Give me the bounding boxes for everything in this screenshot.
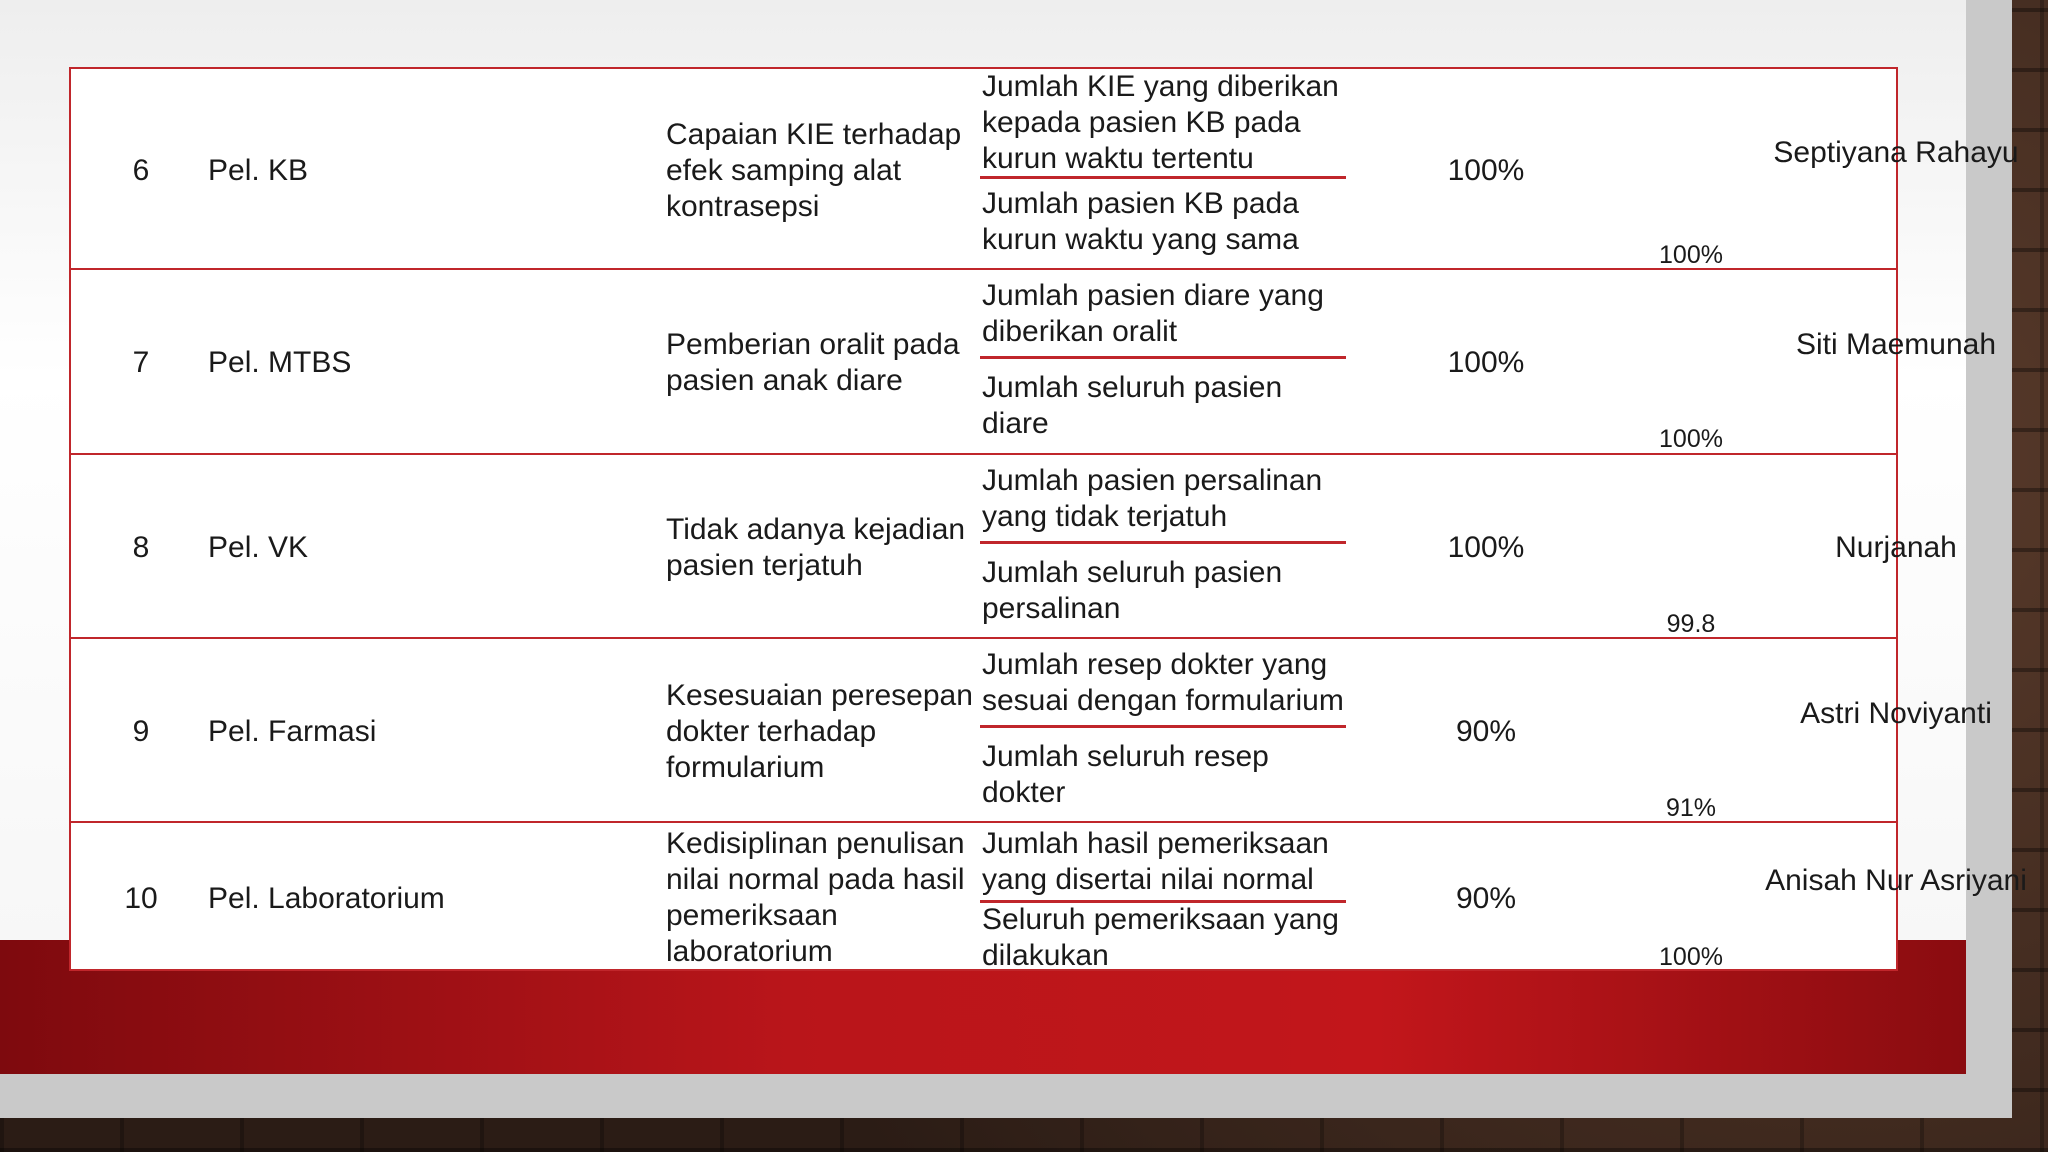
denominator-text: Jumlah seluruh resep dokter bbox=[982, 740, 1269, 809]
numerator-text: Jumlah hasil pemeriksaan yang disertai nilai normal bbox=[982, 827, 1329, 896]
unit-name: Pel. Laboratorium bbox=[208, 882, 445, 915]
denominator-text: Jumlah seluruh pasien diare bbox=[982, 371, 1283, 440]
indicator-text: Kedisiplinan penulisan nilai normal pada hasil pemeriksaan laboratorium bbox=[666, 827, 965, 968]
achievement-value: 91% bbox=[1665, 794, 1717, 822]
quality-indicator-table bbox=[69, 67, 2027, 972]
fraction-divider bbox=[980, 541, 1346, 544]
numerator-text: Jumlah pasien persalinan yang tidak terjatuh bbox=[982, 464, 1323, 533]
row-number: 9 bbox=[132, 715, 150, 748]
unit-name: Pel. VK bbox=[208, 531, 309, 564]
numerator-text: Jumlah pasien diare yang diberikan oralit bbox=[982, 279, 1324, 348]
person-in-charge: Septiyana Rahayu bbox=[1773, 136, 2019, 169]
target-value: 100% bbox=[1447, 346, 1525, 379]
table-row bbox=[71, 639, 1992, 823]
numerator-text: Jumlah KIE yang diberikan kepada pasien KB pada kurun waktu tertentu bbox=[982, 70, 1339, 175]
achievement-value: 100% bbox=[1659, 425, 1723, 453]
unit-name: Pel. Farmasi bbox=[208, 715, 377, 748]
table-row bbox=[71, 69, 2019, 270]
indicator-text: Tidak adanya kejadian pasien terjatuh bbox=[666, 513, 966, 582]
person-in-charge: Siti Maemunah bbox=[1795, 328, 1997, 361]
unit-name: Pel. MTBS bbox=[208, 346, 352, 379]
achievement-value: 100% bbox=[1659, 943, 1723, 971]
achievement-value: 99.8 bbox=[1666, 610, 1716, 638]
row-number: 6 bbox=[132, 154, 150, 187]
person-in-charge: Nurjanah bbox=[1835, 531, 1957, 564]
fraction-divider bbox=[980, 356, 1346, 359]
denominator-text: Jumlah pasien KB pada kurun waktu yang sama bbox=[982, 187, 1299, 256]
unit-name: Pel. KB bbox=[208, 154, 309, 187]
target-value: 100% bbox=[1447, 154, 1525, 187]
denominator-text: Seluruh pemeriksaan yang dilakukan bbox=[982, 903, 1339, 972]
numerator-text: Jumlah resep dokter yang sesuai dengan formularium bbox=[982, 648, 1344, 717]
table-row bbox=[71, 455, 1957, 639]
denominator-text: Jumlah seluruh pasien persalinan bbox=[982, 556, 1283, 625]
table-row bbox=[71, 823, 2027, 973]
achievement-value: 100% bbox=[1659, 241, 1723, 269]
person-in-charge: Anisah Nur Asriyani bbox=[1765, 864, 2027, 897]
table-row bbox=[71, 270, 1997, 455]
target-value: 100% bbox=[1447, 531, 1525, 564]
row-number: 7 bbox=[132, 346, 150, 379]
row-number: 10 bbox=[124, 882, 158, 915]
target-value: 90% bbox=[1455, 715, 1517, 748]
indicator-text: Pemberian oralit pada pasien anak diare bbox=[666, 328, 960, 397]
indicator-text: Capaian KIE terhadap efek samping alat kontrasepsi bbox=[666, 118, 962, 223]
person-in-charge: Astri Noviyanti bbox=[1800, 697, 1992, 730]
indicator-text: Kesesuaian peresepan dokter terhadap formularium bbox=[666, 679, 973, 784]
row-number: 8 bbox=[132, 531, 150, 564]
target-value: 90% bbox=[1455, 882, 1517, 915]
fraction-divider bbox=[980, 725, 1346, 728]
fraction-divider bbox=[980, 176, 1346, 179]
